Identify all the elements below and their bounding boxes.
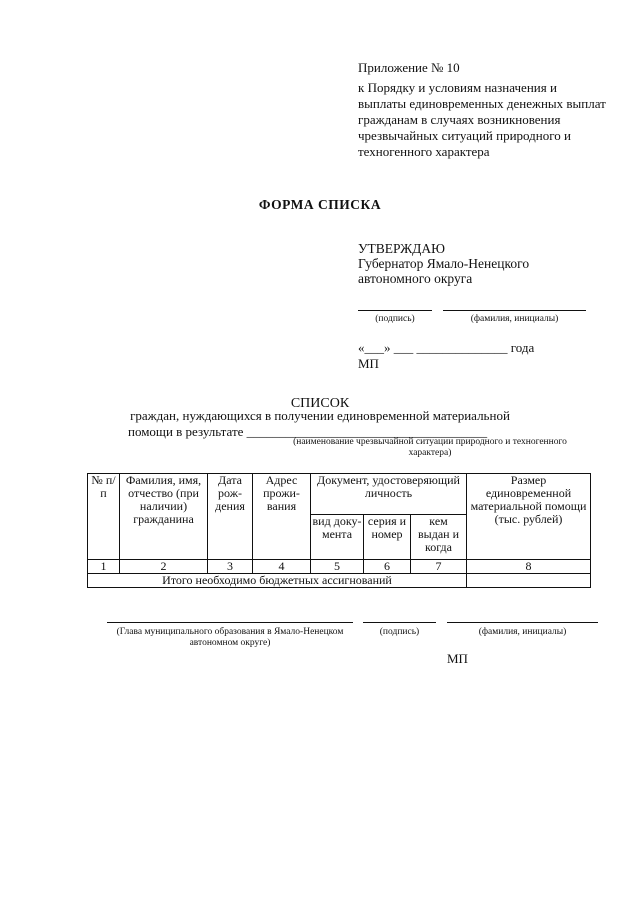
column-number: 7 bbox=[411, 560, 467, 574]
footer-stamp-place: МП bbox=[447, 651, 468, 666]
footer-name-caption: (фамилия, инициалы) bbox=[478, 627, 567, 637]
column-number: 6 bbox=[364, 560, 411, 574]
form-title: ФОРМА СПИСКА bbox=[258, 197, 382, 212]
citizens-table bbox=[87, 473, 591, 588]
appendix-text: к Порядку и условиям назначения и выплаты единовременных денежных выплат гражданам в случаях возникновения чрезвычайных ситуаций природного и техногенного характера bbox=[358, 80, 606, 159]
signature-caption: (подпись) bbox=[375, 314, 415, 324]
approver-position-line2: автономного округа bbox=[358, 271, 473, 286]
column-number: 8 bbox=[467, 560, 591, 574]
header-document-type: вид доку-мента bbox=[311, 515, 364, 560]
column-number: 4 bbox=[253, 560, 311, 574]
header-identity-document: Документ, удостоверяющий личность bbox=[311, 474, 467, 515]
column-number: 2 bbox=[120, 560, 208, 574]
head-caption: (Глава муниципального образования в Ямало-Ненецком автономном округе) bbox=[116, 627, 344, 648]
list-title: СПИСОК bbox=[290, 396, 350, 411]
total-row bbox=[88, 574, 591, 588]
list-subtitle-line1: граждан, нуждающихся в получении единовременной материальной bbox=[130, 408, 510, 423]
column-number: 3 bbox=[208, 560, 253, 574]
header-number: № п/п bbox=[88, 474, 120, 560]
header-document-series: серия и номер bbox=[364, 515, 411, 560]
head-line bbox=[107, 622, 353, 623]
total-label: Итого необходимо бюджетных ассигнований bbox=[88, 574, 467, 588]
name-caption: (фамилия, инициалы) bbox=[470, 314, 559, 324]
header-full-name: Фамилия, имя, отчество (при наличии) гражданина bbox=[120, 474, 208, 560]
footer-name-line bbox=[447, 622, 598, 623]
appendix-title: Приложение № 10 bbox=[358, 60, 460, 75]
approver-position-line1: Губернатор Ямало-Ненецкого bbox=[358, 256, 530, 271]
stamp-place: МП bbox=[358, 356, 379, 371]
footer-signature-caption: (подпись) bbox=[379, 627, 420, 637]
total-value-cell bbox=[467, 574, 591, 588]
approve-heading: УТВЕРЖДАЮ bbox=[358, 241, 446, 256]
situation-caption: (наименование чрезвычайной ситуации природного и техногенного характера) bbox=[293, 437, 567, 458]
approval-date: «___» ___ ______________ года bbox=[358, 340, 535, 355]
list-subtitle-line2: помощи в результате _____________________________________ bbox=[128, 424, 488, 439]
approval-block bbox=[358, 241, 529, 286]
name-line bbox=[443, 310, 586, 311]
header-document-issued: кем выдан и когда bbox=[411, 515, 467, 560]
header-aid-amount: Размер единовременной материальной помощи (тыс. рублей) bbox=[467, 474, 591, 560]
header-birth-date: Дата рож-дения bbox=[208, 474, 253, 560]
table-header-row bbox=[88, 474, 591, 515]
footer-signature-line bbox=[363, 622, 436, 623]
column-number: 1 bbox=[88, 560, 120, 574]
column-number: 5 bbox=[311, 560, 364, 574]
signature-line bbox=[358, 310, 432, 311]
column-numbers-row bbox=[88, 560, 591, 574]
header-address: Адрес прожи-вания bbox=[253, 474, 311, 560]
